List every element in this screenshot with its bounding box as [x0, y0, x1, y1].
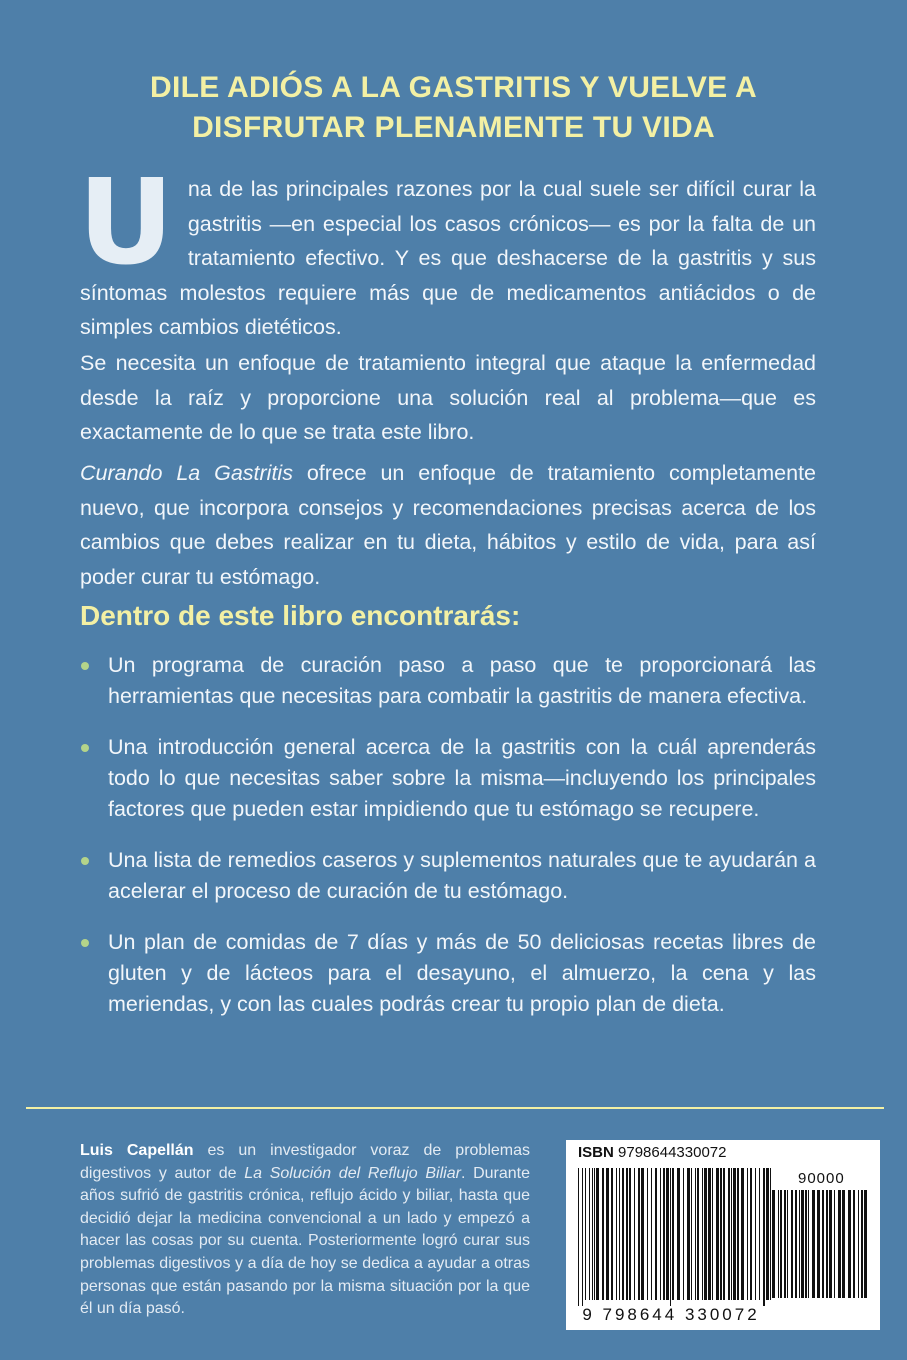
paragraph-2: Se necesita un enfoque de tratamiento integral que ataque la enfermedad desde la raíz y proporcione una solución real al problema—que es exactamente de lo que se trata este libro.	[80, 351, 816, 444]
barcode-bar	[585, 1168, 586, 1300]
barcode-bar	[666, 1168, 669, 1300]
bullet-dot-icon	[81, 662, 89, 670]
barcode-bar	[733, 1168, 736, 1300]
barcode-bar	[638, 1168, 640, 1300]
barcode-bar	[578, 1168, 579, 1306]
barcode-bar	[602, 1168, 604, 1300]
ean-digits: 9 798644 330072	[582, 1305, 760, 1324]
list-item	[80, 845, 816, 907]
barcode-bar	[704, 1168, 707, 1300]
barcode-bar	[795, 1190, 797, 1298]
barcode-bar	[750, 1168, 752, 1300]
barcode-bar	[770, 1168, 771, 1300]
barcode-bar	[594, 1168, 595, 1300]
barcode-bar	[787, 1190, 788, 1298]
barcode-bar	[766, 1168, 769, 1300]
bio-text-1: es un investigador voraz de problemas digestivos y autor de	[80, 1142, 531, 1182]
barcode-bar	[697, 1168, 699, 1300]
barcode-bar	[741, 1168, 744, 1300]
barcode-bar	[619, 1168, 620, 1300]
barcode-bar	[663, 1168, 665, 1300]
headline-line-1: DILE ADIÓS A LA GASTRITIS Y VUELVE A	[150, 71, 757, 104]
book-title: Curando La Gastritis	[80, 461, 293, 485]
bullet-dot-icon	[81, 744, 89, 752]
barcode-bar	[622, 1168, 624, 1300]
barcode-bar	[799, 1190, 800, 1298]
barcode-bar	[616, 1168, 617, 1300]
price-code: 90000	[798, 1170, 845, 1187]
barcode-bar	[606, 1168, 609, 1300]
barcode-bar	[791, 1190, 793, 1298]
barcode-bar	[687, 1168, 690, 1300]
barcode-bar	[763, 1168, 765, 1306]
barcode-bar	[683, 1168, 684, 1300]
barcode-bar	[626, 1168, 628, 1300]
feature-list	[80, 650, 816, 1032]
isbn-text	[578, 1144, 726, 1161]
barcode-bar	[655, 1168, 657, 1300]
paragraph-3	[80, 456, 816, 594]
barcode-bar	[826, 1190, 828, 1298]
drop-cap: U	[78, 153, 174, 291]
barcode-bar	[611, 1168, 613, 1300]
headline	[60, 68, 847, 148]
barcode-bar	[731, 1168, 732, 1300]
barcode-bar	[838, 1190, 841, 1298]
barcode-bar	[861, 1190, 863, 1298]
isbn-number: 9798644330072	[618, 1144, 727, 1161]
list-item	[80, 732, 816, 825]
barcode-bar	[747, 1168, 748, 1300]
paragraph-3-text: ofrece un enfoque de tratamiento completamente nuevo, que incorpora consejos y recomendaciones precisas acerca de los cambios que debes realizar en tu dieta, hábitos y estilo de vida, para así poder curar tu estómago.	[80, 461, 816, 589]
list-item-text: Un programa de curación paso a paso que te proporcionará las herramientas que necesitas para combatir la gastritis de manera efectiva.	[108, 653, 816, 708]
barcode-bar	[805, 1190, 807, 1298]
isbn-label: ISBN	[578, 1144, 614, 1161]
headline-line-2: DISFRUTAR PLENAMENTE TU VIDA	[192, 111, 715, 144]
author-name: Luis Capellán	[80, 1142, 194, 1159]
ean-barcode-bars	[578, 1168, 772, 1306]
barcode-bar	[772, 1190, 775, 1298]
barcode-bar	[592, 1168, 593, 1300]
barcode-bar	[651, 1168, 652, 1300]
barcode-bar	[691, 1168, 692, 1300]
barcode-bar	[720, 1168, 722, 1300]
barcode-bar	[702, 1168, 703, 1300]
barcode-bar	[817, 1190, 820, 1298]
list-item-text: Un plan de comidas de 7 días y más de 50 deliciosas recetas libres de gluten y de lácteos para el desayuno, el almuerzo, la cena y las meriendas, y con las cuales podrás crear tu propio plan de dieta.	[108, 930, 816, 1016]
barcode-bar	[755, 1168, 756, 1300]
barcode-bar	[842, 1190, 845, 1298]
barcode-bar	[660, 1168, 661, 1300]
barcode-bar	[759, 1168, 760, 1300]
barcode-bar	[582, 1168, 583, 1306]
barcode-bar	[864, 1190, 867, 1298]
barcode-bar	[672, 1168, 674, 1300]
barcode-bar	[737, 1168, 739, 1300]
barcode-bar	[812, 1190, 815, 1298]
section-heading: Dentro de este libro encontrarás:	[80, 600, 521, 631]
list-item-text: Una introducción general acerca de la gastritis con la cuál aprenderás todo lo que necesitas saber sobre la misma—incluyendo los principales factores que pueden estar impidiendo que tu estómago se recupere.	[108, 735, 816, 821]
bullet-dot-icon	[81, 857, 89, 865]
barcode-bar	[723, 1168, 725, 1300]
list-item	[80, 650, 816, 712]
barcode-bar	[589, 1168, 590, 1300]
barcode-bar	[829, 1190, 832, 1298]
barcode-bar	[708, 1168, 711, 1300]
barcode-bar	[728, 1168, 730, 1300]
other-book-title: La Solución del Reflujo Biliar	[244, 1164, 461, 1182]
barcode-bar	[712, 1168, 713, 1300]
barcode-bar	[784, 1190, 786, 1298]
barcode-bar	[778, 1190, 779, 1298]
barcode-bar	[695, 1168, 696, 1300]
intro-text: na de las principales razones por la cual suele ser difícil curar la gastritis —en especial los casos crónicos— es por la falta de un tratamiento efectivo. Y es que deshacerse de la gastritis y sus síntomas molestos requiere más que de medicamentos antiácidos o de simples cambios dietéticos.	[80, 177, 816, 339]
author-bio	[80, 1140, 530, 1321]
addon-barcode-bars	[772, 1190, 868, 1304]
bio-text-2: . Durante años sufrió de gastritis crónica, reflujo ácido y biliar, hasta que decidió dejar la medicina convencional a un lado y empezó a hacer las cosas por su cuenta. Posteriormente logró curar sus problemas digestivos y a día de hoy se dedica a ayudar a otras personas que están pasando por la misma situación por la que él un día pasó.	[80, 1164, 531, 1318]
barcode-bar	[641, 1168, 644, 1300]
barcode-bar	[629, 1168, 631, 1300]
barcode-bar	[853, 1190, 855, 1298]
barcode-bar	[647, 1168, 648, 1300]
isbn-barcode	[566, 1140, 880, 1330]
barcode-bar	[677, 1168, 680, 1300]
barcode-bar	[808, 1190, 809, 1298]
barcode-bar	[634, 1168, 635, 1300]
barcode-bar	[716, 1168, 719, 1300]
barcode-bar	[670, 1168, 671, 1306]
barcode-bar	[834, 1190, 835, 1298]
barcode-bar	[801, 1190, 804, 1298]
barcode-bar	[848, 1190, 851, 1298]
list-item-text: Una lista de remedios caseros y suplementos naturales que te ayudarán a acelerar el proceso de curación de tu estómago.	[108, 848, 816, 903]
barcode-bar	[780, 1190, 782, 1298]
barcode-bar	[596, 1168, 599, 1300]
barcode-bar	[858, 1190, 859, 1298]
intro-paragraph	[78, 153, 816, 345]
list-item	[80, 927, 816, 1020]
barcode-bar	[822, 1190, 824, 1298]
bullet-dot-icon	[81, 939, 89, 947]
section-divider	[26, 1107, 884, 1109]
